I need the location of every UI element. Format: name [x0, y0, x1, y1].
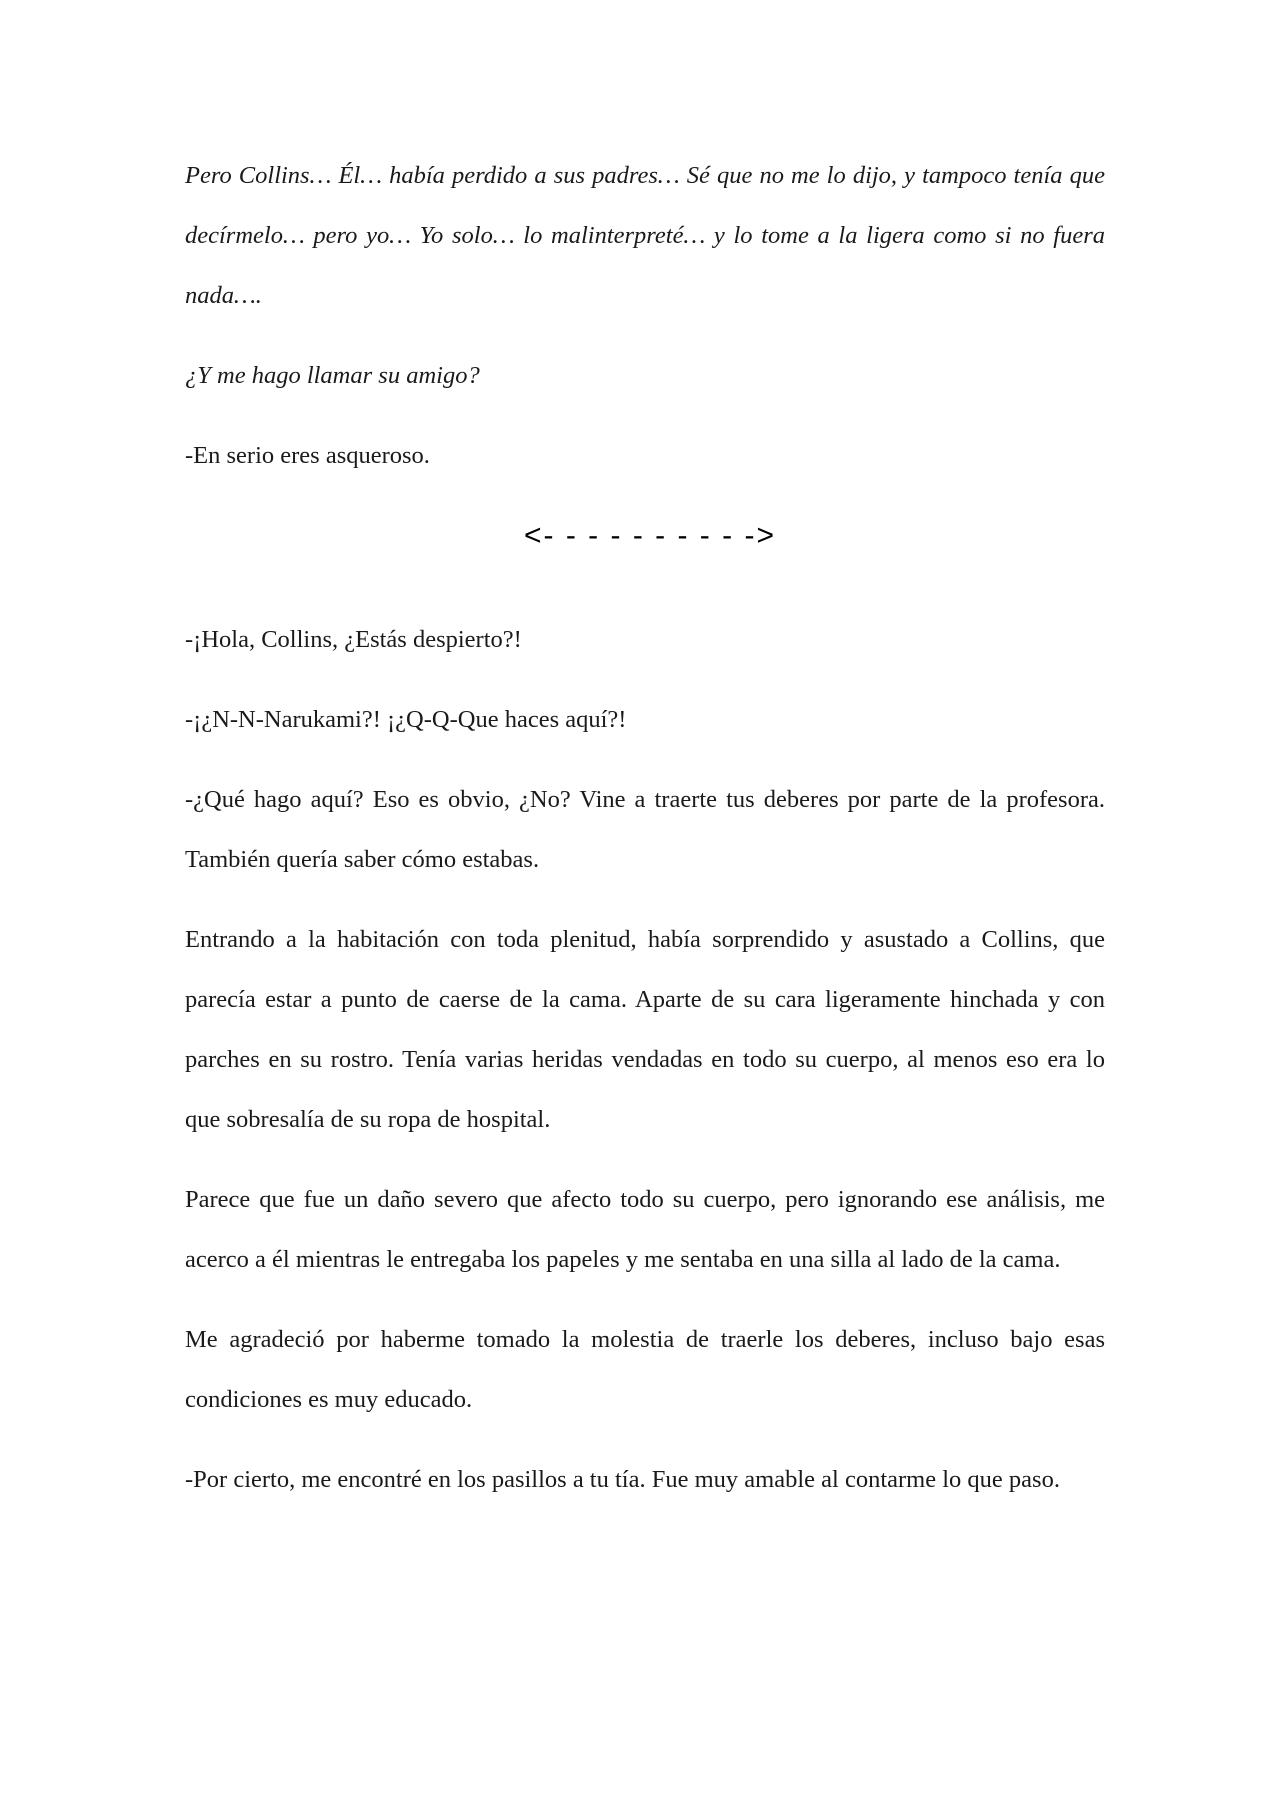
paragraph-severe-damage: Parece que fue un daño severo que afecto todo su cuerpo, pero ignorando ese análisis, me acerco a él mientras le entregaba los papeles y me sentaba en una silla al lado de la cama.	[185, 1186, 1105, 1273]
paragraph-gratitude: Me agradeció por haberme tomado la molestia de traerle los deberes, incluso bajo esas condiciones es muy educado.	[185, 1326, 1105, 1413]
paragraph-entering-room: Entrando a la habitación con toda plenitud, había sorprendido y asustado a Collins, que parecía estar a punto de caerse de la cama. Aparte de su cara ligeramente hinchada y con parches en su rostro. Tenía varias heridas vendadas en todo su cuerpo, al menos eso era lo que sobresalía de su ropa de hospital.	[185, 926, 1105, 1133]
paragraph-homework-delivery: -¿Qué hago aquí? Eso es obvio, ¿No? Vine a traerte tus deberes por parte de la profesora. También quería saber cómo estabas.	[185, 786, 1105, 873]
paragraph-narukami-surprise: -¡¿N-N-Narukami?! ¡¿Q-Q-Que haces aquí?!	[185, 706, 627, 733]
paragraph-disgusting: -En serio eres asqueroso.	[185, 442, 430, 469]
paragraph-collins-parents: Pero Collins… Él… había perdido a sus padres… Sé que no me lo dijo, y tampoco tenía que decírmelo… pero yo… Yo solo… lo malinterpreté… y lo tome a la ligera como si no fuera nada….	[185, 162, 1105, 309]
paragraph-friend-question: ¿Y me hago llamar su amigo?	[185, 362, 480, 389]
paragraph-aunt-encounter: -Por cierto, me encontré en los pasillos a tu tía. Fue muy amable al contarme lo que paso.	[185, 1466, 1060, 1493]
paragraph-hello-collins: -¡Hola, Collins, ¿Estás despierto?!	[185, 626, 522, 653]
scene-separator: <- - - - - - - - - ->	[524, 519, 776, 552]
document-body	[185, 146, 1105, 1530]
